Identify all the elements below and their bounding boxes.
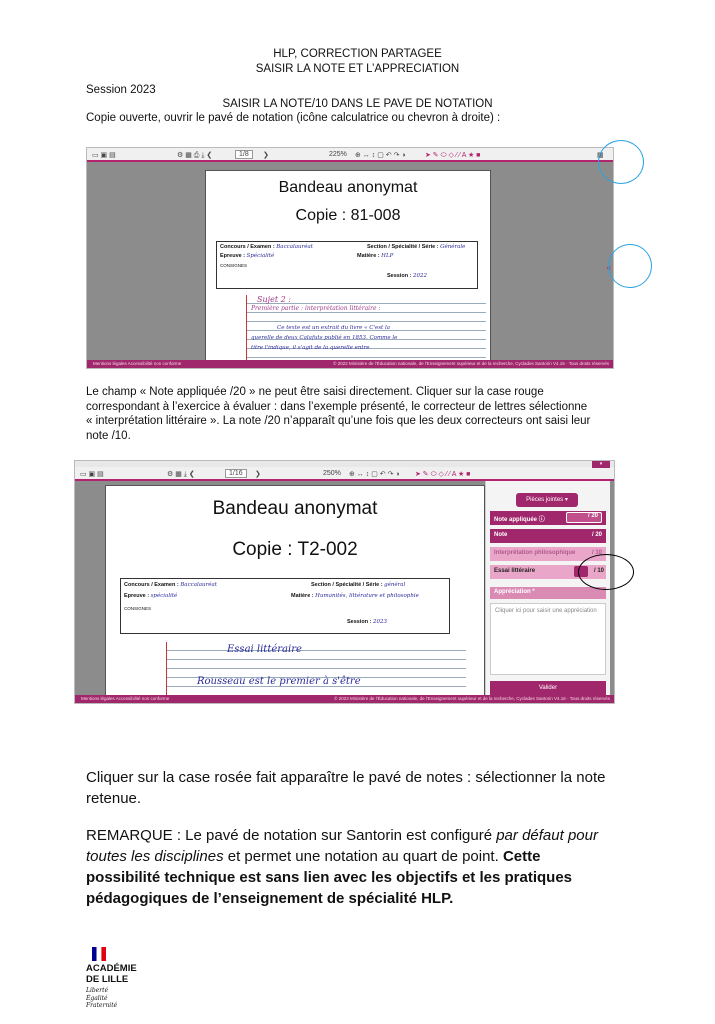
republic-motto: Liberté Égalité Fraternité xyxy=(86,987,118,1009)
appreciation-header: Appréciation * xyxy=(490,587,606,599)
annotation-tools-icon-2[interactable]: ➤ ✎ ⬭ ◇ ⁄ ⁄ A ★ ■ xyxy=(415,471,471,478)
handwritten-lines-2: Essai littéraire Rousseau est le premier à s'être xyxy=(166,642,466,696)
folder-icon-2[interactable]: ▭ ▣ ▤ xyxy=(80,471,104,478)
viewer-toolbar-2 xyxy=(75,467,614,481)
highlight-circle-chevron xyxy=(608,244,652,288)
zoom-tools-icon-2[interactable]: ⊕ ↔ ↕ ▢ ↶ ↷ ◑ xyxy=(349,471,400,478)
zoom-level-2[interactable]: 250% xyxy=(323,470,341,477)
bandeau-title-2: Bandeau anonymat xyxy=(212,498,378,519)
chevron-left-icon[interactable]: « xyxy=(606,263,611,272)
tool-icons[interactable]: ⚙ ▦ ⎙ ⤓ ❮ xyxy=(177,152,213,159)
folder-icon[interactable]: ▭ ▣ ▤ xyxy=(92,152,116,159)
calculator-icon[interactable]: ▦ xyxy=(597,152,604,159)
academie-logo-text: ACADÉMIE DE LILLE xyxy=(86,963,137,985)
grading-panel xyxy=(485,481,610,697)
intro-text: Copie ouverte, ouvrir le pavé de notation (icône calculatrice ou chevron à droite) : xyxy=(86,112,501,124)
viewer-footer-2: Mentions légales Accessibilité non conforme © 2023 Ministère de l'Éducation nationale, de l'Enseignement supérieur et de la recherche, Cyclades Santorin V4.16 · Tous droits réservés xyxy=(75,695,614,703)
note-appliquee-row: Note appliquée ⓘ / 20 xyxy=(490,511,606,525)
remarque-paragraph: REMARQUE : Le pavé de notation sur Santorin est configuré par défaut pour toutes les disciplines et permet une notation au quart de point. Cette possibilité technique est sans lien avec les objectifs et les pratiques pédagogiques de l’enseignement de spécialité HLP. xyxy=(86,827,598,907)
next-page-icon[interactable]: ❯ xyxy=(263,152,269,159)
zoom-tools-icon[interactable]: ⊕ ↔ ↕ ▢ ↶ ↷ ◑ xyxy=(355,152,406,159)
interpretation-row[interactable]: Interprétation philosophique / 10 xyxy=(490,547,606,561)
copy-page xyxy=(205,170,491,365)
highlight-circle-essai xyxy=(578,554,634,590)
identity-form-2: Concours / Examen : Baccalauréat Section / Spécialité / Série : général Epreuve : spécialité Matière : Humanités, littérature et philosophie CONSIGNES Session : 2023 xyxy=(120,578,450,634)
doc-title-line1: HLP, CORRECTION PARTAGEE xyxy=(273,48,442,60)
valider-button[interactable]: Valider xyxy=(490,681,606,695)
next-page-icon-2[interactable]: ❯ xyxy=(255,471,261,478)
screenshot-1 xyxy=(86,147,614,369)
screenshot-2 xyxy=(74,460,615,704)
viewer-footer: Mentions légales Accessibilité non conforme © 2022 Ministère de l'Éducation nationale, de l'Enseignement supérieur et de la recherche, Cyclades Santorin V4.16 · Tous droits réservés xyxy=(87,360,613,368)
collapse-tab[interactable]: ▾ xyxy=(592,461,610,468)
tool-icons-2[interactable]: ⚙ ▦ ⤓ ❮ xyxy=(167,471,195,478)
copy-page-2 xyxy=(105,485,485,697)
info-icon: ⓘ xyxy=(538,517,545,523)
copy-number: Copie : 81-008 xyxy=(295,207,401,224)
note-appliquee-field: / 20 xyxy=(566,512,602,523)
identity-form: Concours / Examen : Baccalauréat Section / Spécialité / Série : Générale Epreuve : Spécialité Matière : HLP CONSIGNES Session : 2022 xyxy=(216,241,478,289)
bandeau-title: Bandeau anonymat xyxy=(278,179,418,196)
copy-number-2: Copie : T2-002 xyxy=(232,539,358,560)
instruction-paragraph: Le champ « Note appliquée /20 » ne peut être saisi directement. Cliquer sur la case rouge correspondant à l’exercice à évaluer : dans l’exemple présenté, le correcteur de lettres sélectionne « interprétation littéraire ». La note /20 n’apparaît qu’une fois que les deux correcteurs ont saisi leur note /10. xyxy=(86,386,591,442)
zoom-level[interactable]: 225% xyxy=(329,151,347,158)
session-label: Session 2023 xyxy=(86,84,156,96)
appreciation-textarea[interactable]: Cliquer ici pour saisir une appréciation xyxy=(490,603,606,675)
section-subtitle: SAISIR LA NOTE/10 DANS LE PAVE DE NOTATION xyxy=(222,98,493,110)
annotation-tools-icon[interactable]: ➤ ✎ ⬭ ◇ ⁄ ⁄ A ★ ■ xyxy=(425,152,481,159)
page-counter-2[interactable]: 1/16 xyxy=(225,469,247,478)
page-counter[interactable]: 1/8 xyxy=(235,150,253,159)
viewer-toolbar xyxy=(87,148,613,162)
handwritten-lines: Sujet 2 : Première partie : interprétation littéraire : Ce texte est un extrait du livre « C'est la querelle de deux Calafuts publié en 1853. Comme le titre l'indique, il s'agit de la querelle entre xyxy=(246,295,486,365)
note-row: Note / 20 xyxy=(490,529,606,543)
pieces-jointes-button[interactable]: Pièces jointes ▾ xyxy=(516,493,578,507)
marianne-logo-icon xyxy=(92,947,106,961)
instruction-paragraph-2: Cliquer sur la case rosée fait apparaître le pavé de notes : sélectionner la note retenue. xyxy=(86,769,606,807)
doc-title-line2: SAISIR LA NOTE ET L’APPRECIATION xyxy=(255,63,460,75)
essai-row[interactable]: Essai littéraire / 10 xyxy=(490,565,606,579)
highlight-circle-calculator xyxy=(598,140,644,184)
